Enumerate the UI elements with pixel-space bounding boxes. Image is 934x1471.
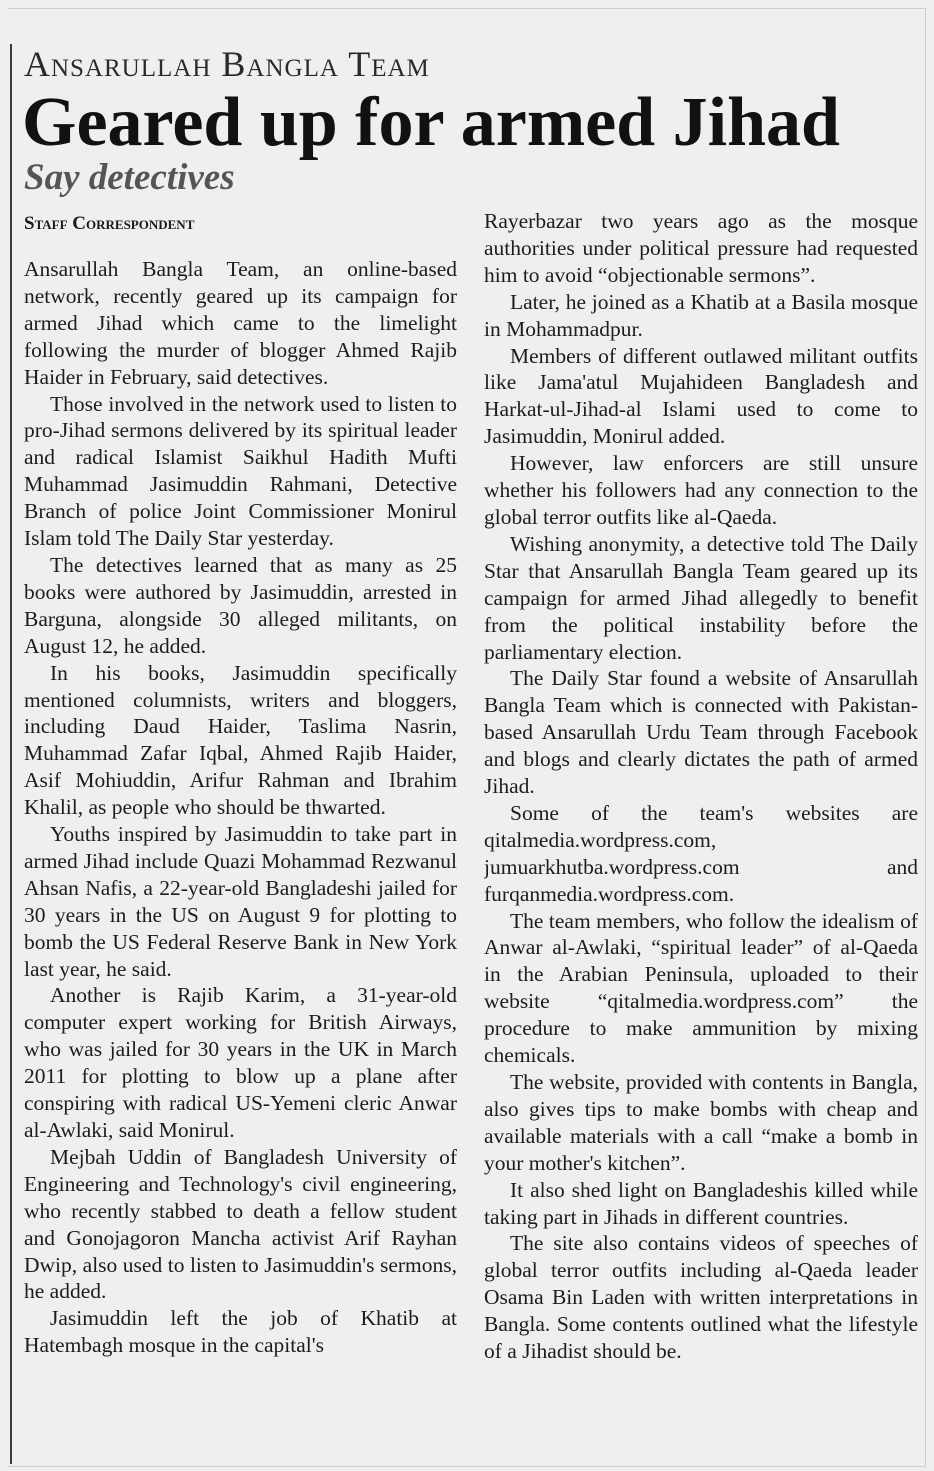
paragraph-continuation: Rayerbazar two years ago as the mosque authorities under political pressure had requested him to avoid “objectionable sermons”. (484, 209, 918, 287)
paragraph: The site also contains videos of speeches of global terror outfits including al-Qaeda leader Osama Bin Laden with written interpretations in Bangla. Some contents outlined what the lifestyle of a Jihadist should be. (484, 1231, 918, 1364)
article-column-left (24, 256, 457, 1442)
paragraph: Ansarullah Bangla Team, an online-based network, recently geared up its campaign for armed Jihad which came to the limelight following the murder of blogger Ahmed Rajib Haider in February, said detectives. (24, 257, 457, 389)
paragraph: Some of the team's websites are qitalmedia.wordpress.com, jumuarkhutba.wordpress.com and furqanmedia.wordpress.com. (484, 800, 918, 906)
article-column-right (484, 208, 918, 1442)
paragraph: The detectives learned that as many as 25 books were authored by Jasimuddin, arrested in Barguna, alongside 30 alleged militants, on August 12, he added. (24, 552, 457, 658)
page-border-top (8, 8, 926, 9)
paragraph: The Daily Star found a website of Ansarullah Bangla Team which is connected with Pakistan-based Ansarullah Urdu Team through Facebook and blogs and clearly dictates the path of armed Jihad. (484, 666, 918, 799)
paragraph: The team members, who follow the idealism of Anwar al-Awlaki, “spiritual leader” of al-Qaeda in the Arabian Peninsula, uploaded to their website “qitalmedia.wordpress.com” the procedure to make ammunition by mixing chemicals. (484, 908, 918, 1068)
paragraph: It also shed light on Bangladeshis killed while taking part in Jihads in different countries. (484, 1177, 918, 1229)
page-border-bottom (8, 1466, 926, 1467)
paragraph: Wishing anonymity, a detective told The Daily Star that Ansarullah Bangla Team geared up its campaign for armed Jihad allegedly to benefit from the political instability before the parliamentary election. (484, 531, 918, 664)
paragraph: Later, he joined as a Khatib at a Basila mosque in Mohammadpur. (484, 289, 918, 341)
page-border-right (925, 8, 926, 1468)
paragraph: Members of different outlawed militant outfits like Jama'atul Mujahideen Bangladesh and Harkat-ul-Jihad-al Islami used to come to Jasimuddin, Monirul added. (484, 343, 918, 449)
paragraph: However, law enforcers are still unsure whether his followers had any connection to the global terror outfits like al-Qaeda. (484, 451, 918, 529)
paragraph: Jasimuddin left the job of Khatib at Hatembagh mosque in the capital's (24, 1306, 457, 1358)
article-byline: Staff Correspondent (24, 213, 195, 234)
paragraph: Another is Rajib Karim, a 31-year-old computer expert working for British Airways, who was jailed for 30 years in the UK in March 2011 for plotting to blow up a plane after conspiring with radical US-Yemeni cleric Anwar al-Awlaki, said Monirul. (24, 983, 457, 1142)
article-kicker: Ansarullah Bangla Team (24, 44, 430, 84)
column-rule-left (10, 44, 12, 1464)
paragraph: Mejbah Uddin of Bangladesh University of Engineering and Technology's civil engineering, who recently stabbed to death a fellow student and Gonojagoron Mancha activist Arif Rayhan Dwip, also used to listen to Jasimuddin's sermons, he added. (24, 1144, 457, 1304)
article-headline: Geared up for armed Jihad (22, 84, 840, 161)
paragraph: In his books, Jasimuddin specifically mentioned columnists, writers and bloggers, including Daud Haider, Taslima Nasrin, Muhammad Zafar Iqbal, Ahmed Rajib Haider, Asif Mohiuddin, Arifur Rahman and Ibrahim Khalil, as people who should be thwarted. (24, 660, 457, 820)
article-subhead: Say detectives (24, 157, 235, 198)
paragraph: Youths inspired by Jasimuddin to take part in armed Jihad include Quazi Mohammad Rezwanul Ahsan Nafis, a 22-year-old Bangladeshi jailed for 30 years in the US on August 9 for plotting to bomb the US Federal Reserve Bank in New York last year, he said. (24, 822, 457, 981)
paragraph: The website, provided with contents in Bangla, also gives tips to make bombs with cheap and available materials with a call “make a bomb in your mother's kitchen”. (484, 1070, 918, 1175)
paragraph: Those involved in the network used to listen to pro-Jihad sermons delivered by its spiritual leader and radical Islamist Saikhul Hadith Mufti Muhammad Jasimuddin Rahmani, Detective Branch of police Joint Commissioner Monirul Islam told The Daily Star yesterday. (24, 391, 457, 551)
